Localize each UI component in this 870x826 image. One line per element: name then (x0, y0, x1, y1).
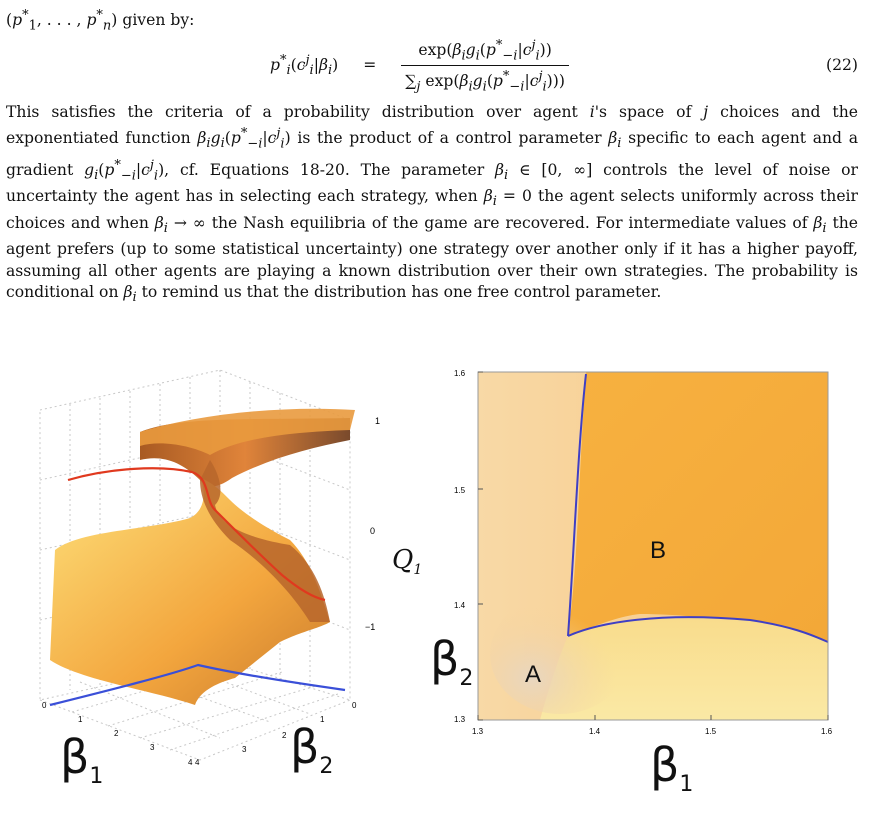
beta1-tick-0: 0 (42, 701, 47, 710)
q1-label: $Q_1$ (392, 545, 423, 579)
right-beta2-label: $\beta_2$ (430, 632, 474, 692)
equation-numerator: $\exp(\beta_ig_i(p^*_{-i}|c^j_i))$ (401, 38, 569, 66)
y-tick-1-4: 1.4 (454, 601, 466, 610)
x-tick-1-5: 1.5 (705, 727, 717, 736)
equation-fraction (401, 38, 569, 95)
z-tick-1: 1 (375, 416, 381, 426)
header-line: ($p^*_1$, . . . , $p^*_n$) given by: (6, 8, 195, 34)
x-tick-1-6: 1.6 (821, 727, 833, 736)
beta1-tick-1: 1 (78, 715, 83, 724)
beta2-tick-0: 0 (352, 701, 357, 710)
z-tick-0: 0 (370, 526, 376, 536)
beta2-tick-2: 2 (282, 731, 287, 740)
beta1-tick-3: 3 (150, 743, 155, 752)
region-label-a: A (525, 661, 542, 688)
equation-22 (270, 38, 569, 95)
beta2-tick-1: 1 (320, 715, 325, 724)
beta1-tick-4: 4 (188, 758, 193, 767)
x-tick-1-3: 1.3 (472, 727, 484, 736)
y-tick-1-3: 1.3 (454, 715, 466, 724)
y-tick-1-6: 1.6 (454, 369, 466, 378)
z-tick-minus1: −1 (365, 622, 376, 632)
equation-denominator: $\sum_j$ $\exp(\beta_ig_i(p^*_{-i}|c^j_i))$) (405, 69, 565, 95)
equation-number: (22) (825, 56, 858, 74)
x-tick-1-4: 1.4 (589, 727, 601, 736)
equation-lhs: $p^*_i(c^j_i|\beta_i)$ (270, 53, 339, 79)
y-tick-1-5: 1.5 (454, 486, 466, 495)
beta2-tick-4: 4 (195, 758, 200, 767)
region-b-fill (568, 372, 828, 642)
beta1-tick-2: 2 (114, 729, 119, 738)
beta2-tick-3: 3 (242, 745, 247, 754)
equation-equals: = (363, 56, 377, 75)
right-beta1-label: $\beta_1$ (650, 738, 694, 798)
body-paragraph: This satisfies the criteria of a probability distribution over agent i's space of j choices and the exponentiated function $\beta_ig_i(p^*_{-i}|c^j_i)$ is the product of a control parameter $\beta_i$ specific to each agent and a gradient $g_i(p^*_{-i}|c^j_i)$, cf. Equations 18-20. The parameter $\beta_i$ ∈ [0, ∞] controls the level of noise or uncertainty the agent has in selecting each strategy, when $\beta_i = 0$ the agent selects uniformly across their choices and when $\beta_i$ → ∞ the Nash equilibria of the game are recovered. For intermediate values of $\beta_i$ the agent prefers (up to some statistical uncertainty) one strategy over another only if it has a higher payoff, assuming all other agents are playing a known distribution over their own strategies. The probability is conditional on $\beta_i$ to remind us that the distribution has one free control parameter. (6, 103, 859, 305)
region-label-b: B (650, 537, 667, 564)
corner-a-shading (490, 594, 630, 714)
right-phase-diagram (450, 364, 840, 754)
left-beta1-label: $\beta_1$ (60, 730, 104, 790)
left-beta2-label: $\beta_2$ (290, 720, 334, 780)
